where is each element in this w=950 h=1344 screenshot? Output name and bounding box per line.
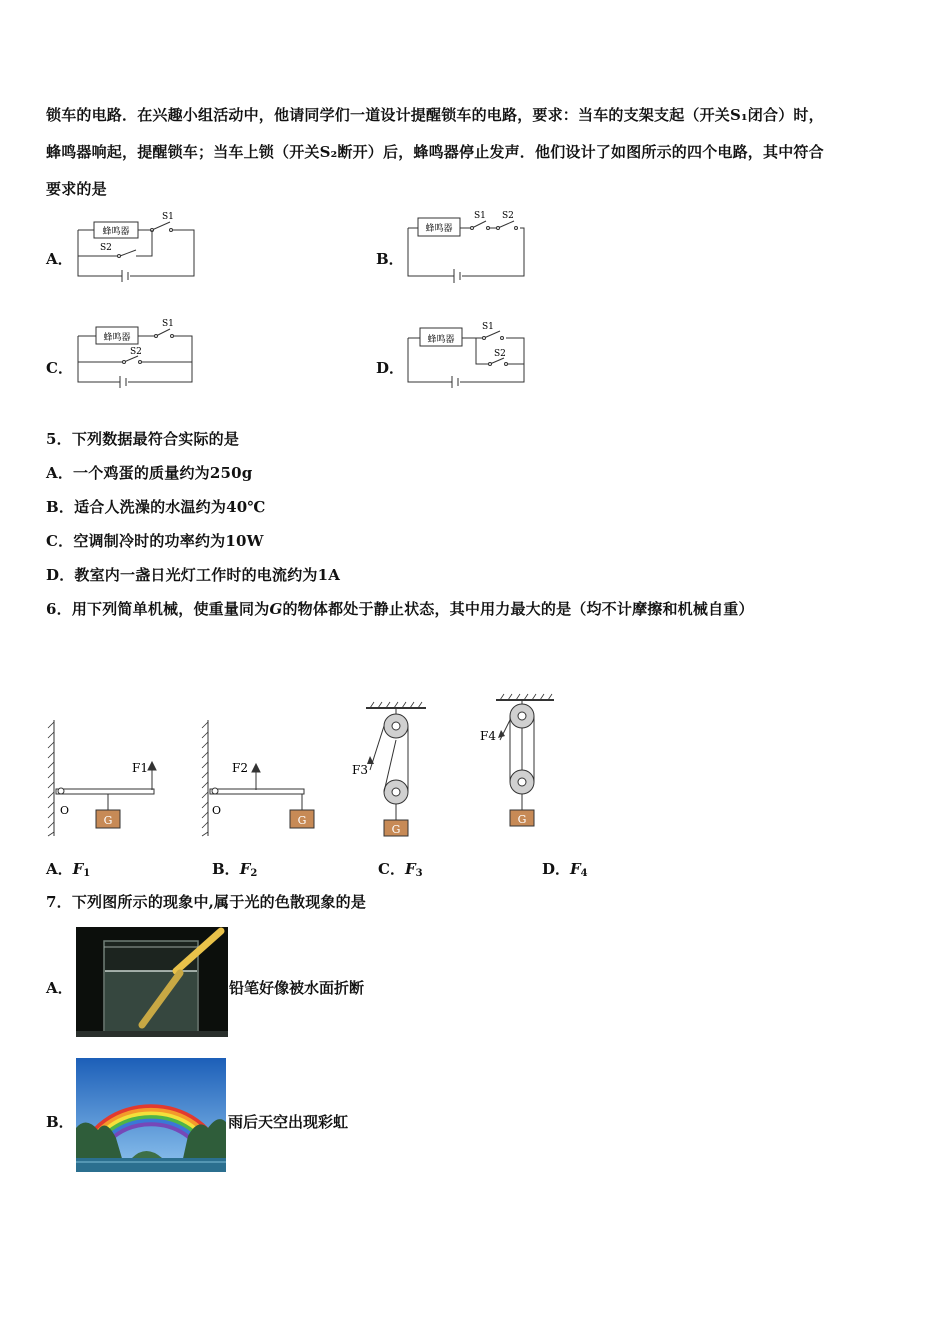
pulley-diagram-c [350,700,440,840]
q7-option-a-label: A． [46,979,73,997]
buzzer-label: 蜂鸣器 [427,335,455,345]
option-subscript: 1 [83,868,91,879]
q4-option-d-label: D． [376,359,405,377]
circuit-diagram-d [402,318,532,392]
switch-s1-label: S1 [482,322,494,332]
switch-s2-label: S2 [494,349,506,359]
option-letter: C． [378,860,405,878]
q5-option-a: A．一个鸡蛋的质量约为250g [46,464,253,482]
q5-option-b: B．适合人洗澡的水温约为40℃ [46,498,266,516]
q7-option-b-label: B． [46,1113,74,1131]
q6-stem-pre: 6．用下列简单机械，使重量同为 [46,600,270,618]
switch-s1-label: S1 [162,319,174,329]
q7-option-b-caption: 雨后天空出现彩虹 [228,1113,349,1131]
pivot-label: O [60,804,70,817]
switch-s2-label: S2 [130,347,142,357]
q6-stem-post: 的物体都处于静止状态，其中用力最大的是（均不计摩擦和机械自重） [282,600,754,618]
q7-option-a-caption: 铅笔好像被水面折断 [229,979,365,997]
pulley-diagram-d [474,692,564,832]
q5-stem: 5．下列数据最符合实际的是 [46,430,240,448]
switch-s2-label: S2 [100,243,112,253]
option-subscript: 2 [250,868,258,879]
option-variable: F [404,860,416,878]
rainbow-photo [76,1058,226,1172]
circuit-diagram-c [72,318,202,390]
q6-option-a [46,858,90,879]
force-label-f1: F1 [132,761,148,775]
lever-diagram-a [44,716,170,840]
option-letter: B． [212,860,240,878]
q6-stem-variable: G [269,600,283,618]
switch-s1-label: S1 [162,212,174,222]
option-letter: A． [46,860,73,878]
q6-option-b [212,858,257,879]
switch-s1-label: S1 [474,211,486,221]
pivot-label: O [212,804,222,817]
buzzer-label: 蜂鸣器 [425,224,453,234]
circuit-diagram-a [72,208,202,286]
buzzer-label: 蜂鸣器 [102,227,130,237]
option-variable: F [570,860,581,878]
q7-stem: 7．下列图所示的现象中,属于光的色散现象的是 [46,893,367,911]
q4-option-b-label: B． [376,250,404,268]
q6-stem [46,598,754,619]
option-letter: D． [542,860,571,878]
weight-label: G [297,814,307,827]
option-variable: F [72,860,84,878]
q4-option-c-label: C． [46,359,73,377]
option-subscript: 3 [415,868,423,879]
q4-stem-line-3: 要求的是 [46,180,107,198]
q4-option-a-label: A． [46,250,73,268]
circuit-diagram-b [402,206,532,286]
switch-s2-label: S2 [502,211,514,221]
buzzer-label: 蜂鸣器 [103,333,131,343]
force-label-f2: F2 [232,761,248,775]
q4-stem-line-1: 锁车的电路．在兴趣小组活动中，他请同学们一道设计提醒锁车的电路，要求：当车的支架支起（开关S₁闭合）时， [46,106,824,124]
weight-label: G [391,823,401,836]
q4-stem-line-2: 蜂鸣器响起，提醒锁车；当车上锁（开关S₂断开）后，蜂鸣器停止发声．他们设计了如图所示的四个电路，其中符合 [46,143,824,161]
weight-label: G [103,814,113,827]
option-variable: F [239,860,251,878]
q5-option-d: D．教室内一盏日光灯工作时的电流约为1A [46,566,341,584]
force-label-f3: F3 [352,763,368,777]
pencil-in-water-photo [76,927,228,1037]
lever-diagram-b [196,716,322,840]
q6-option-c [378,858,423,879]
option-subscript: 4 [580,868,588,879]
q5-option-c: C．空调制冷时的功率约为10W [46,532,264,550]
q6-option-d [542,858,588,879]
weight-label: G [517,813,527,826]
force-label-f4: F4 [480,729,496,743]
